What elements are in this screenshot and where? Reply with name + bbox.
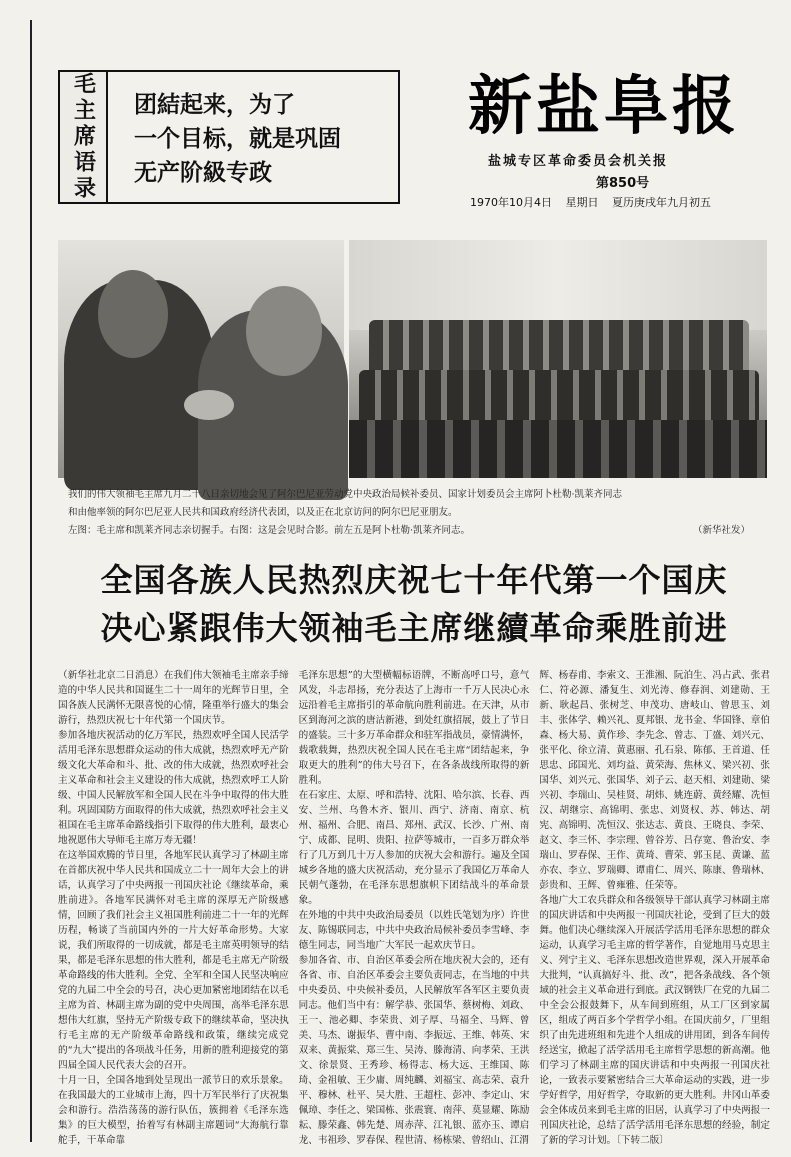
quotation-label bbox=[60, 72, 108, 202]
head-left bbox=[98, 270, 168, 358]
caption-line-3: 左图：毛主席和凯莱齐同志亲切握手。右图：这是会见时合影。前左五是阿卜杜勒·凯莱齐同志。 bbox=[68, 525, 471, 536]
curtain bbox=[349, 240, 767, 330]
photo-handshake bbox=[58, 240, 344, 478]
lunar-date: 夏历庚戌年九月初五 bbox=[612, 196, 711, 209]
weekday: 星期日 bbox=[565, 196, 599, 209]
article-body bbox=[58, 668, 771, 1146]
head-right bbox=[246, 286, 322, 376]
article-column-2: 毛泽东思想”的大型横幅标语牌，不断高呼口号，意气风发，斗志昂扬，充分表达了上海市一千万人民决心永远沿着毛主席指引的革命航向胜利前进。在天津，从市区到海河之滨的唐沽新港，到处红旗招展，鼓上了节日的盛装。三十多万革命群众和驻军指战员，豪情满怀，载歌载舞，热烈庆祝全国人民在毛主席“团结起来，争取更大的胜利”的伟大号召下，在各条战线所取得的新胜利。 在石家庄、太原、呼和浩特、沈阳、哈尔滨、长春、西安、兰州、乌鲁木齐、银川、西宁、济南、南京、杭州、福州、合肥、南昌、郑州、武汉、长沙、广州、南宁、成都、昆明、贵阳、拉萨等城市，一百多万群众举行了几万到几十万人参加的庆祝大会和游行。遍及全国城乡各地的盛大庆祝活动，充分显示了我国亿万革命人民朝气蓬勃，在毛泽东思想旗帜下团结战斗的革命景象。 在外地的中共中央政治局委员（以姓氏笔划为序）许世友、陈锡联同志，中共中央政治局候补委员李雪峰、李德生同志，同当地广大军民一起欢庆节日。 参加各省、市、自治区革委会所在地庆祝大会的，还有各省、市、自治区革委会主要负责同志，在当地的中共中央委员、中央候补委员，人民解放军各军区主要负责同志。他们当中有：解学恭、张国华、蔡树梅、刘政、王一、池必卿、李荣贵、刘子厚、马福全、马辉、曾美、马杰、谢振华、曹中南、李振远、王维、韩英、宋双来、黄振棠、郑三生、吴涛、滕海清、向孝荣、王洪文、徐景贤、王秀珍、杨得志、杨大远、王维国、陈琦、金祖敏、王少庸、周纯麟、刘福宝、高志荣、袁升平、穆林、杜平、吴大胜、王超柱、彭冲、李定山、宋佩璋、李任之、梁国栋、张震寰、南萍、莫显耀、陈励耘、滕荣鑫、韩先楚、周赤萍、江礼银、蓝亦玉、谭启龙、韦祖珍、罗春保、程世清、杨栋梁、曾绍山、江渭 bbox=[298, 670, 530, 1146]
newspaper-subtitle: 盐城专区革命委员会机关报 bbox=[488, 154, 669, 169]
quotation-text bbox=[134, 88, 394, 190]
quotation-line-2: 一个目标，就是巩固 bbox=[134, 125, 341, 152]
quotation-box bbox=[58, 70, 400, 204]
issue-number: 第850号 bbox=[596, 176, 650, 191]
photo-caption bbox=[68, 486, 768, 540]
photo-group bbox=[349, 240, 767, 478]
headline-line-1: 全国各族人民热烈庆祝七十年代第一个国庆 bbox=[100, 561, 728, 599]
quotation-line-1: 团結起来，为了 bbox=[134, 91, 295, 118]
hands bbox=[184, 390, 234, 420]
headline bbox=[58, 556, 770, 652]
headline-line-2: 决心紧跟伟大领袖毛主席继續革命乘胜前进 bbox=[100, 609, 728, 647]
dateline bbox=[470, 194, 770, 210]
newspaper-title: 新盐阜报 bbox=[468, 70, 740, 144]
date: 1970年10月4日 bbox=[470, 196, 552, 209]
quotation-line-3: 无产阶級专政 bbox=[134, 159, 272, 186]
photo-credit: （新华社发） bbox=[692, 525, 750, 536]
caption-line-1: 我们的伟大领袖毛主席九月二十八日亲切地会见了阿尔巴尼亚劳动党中央政治局候补委员、国家计划委员会主席阿卜杜勒·凯莱齐同志 bbox=[68, 489, 623, 500]
quotation-label-text: 毛主席语录 bbox=[70, 72, 96, 202]
caption-line-2: 和由他率领的阿尔巴尼亚人民共和国政府经济代表团，以及正在北京访问的阿尔巴尼亚朋友。 bbox=[68, 507, 458, 518]
caption-line-3-wrap bbox=[68, 522, 768, 540]
group-row-front bbox=[349, 420, 767, 478]
article-column-1: （新华社北京二日消息）在我们伟大领袖毛主席亲手缔造的中华人民共和国诞生二十一周年的光辉节日里，全国各族人民满怀无限喜悦的心情，隆重举行盛大的集会游行，热烈庆祝七十年代第一个国庆节。 参加各地庆祝活动的亿万军民，热烈欢呼全国人民活学活用毛泽东思想群众运动的伟大成就，热烈欢呼无产阶级文化大革命和斗、批、改的伟大成就，热烈欢呼社会主义革命和社会主义建设的伟大成就，热烈欢呼工人阶级、中国人民解放军和全国人民在斗争中取得的伟大胜利。巩固国防方面取得的伟大成就，热烈欢呼社会主义祖国在毛主席革命路线指引下取得的伟大胜利，最衷心地祝愿伟大导师毛主席万寿无疆！ 在这举国欢腾的节日里，各地军民认真学习了林副主席在首都庆祝中华人民共和国成立二十一周年大会上的讲话，认真学习了中央两报一刊国庆社论《继续革命，乘胜前进》。各地军民满怀对毛主席的深厚无产阶级感情，回顾了我们社会主义祖国胜利前进二十一年的光辉历程，畅谈了当前国内外的一片大好革命形势。大家说，我们所取得的一切成就，都是毛主席英明领导的结果，都是毛泽东思想的伟大胜利，都是毛主席无产阶级革命路线的伟大胜利。全党、全军和全国人民坚决响应党的九届二中全会的号召，决心更加紧密地团结在以毛主席为首、林副主席为副的党中央周围，高举毛泽东思想伟大红旗，坚持无产阶级专政下的继续革命，坚决执行毛主席的无产阶级革命路线和政策，继续完成党的“九大”提出的各项战斗任务，用新的胜利迎接党的第四届全国人民代表大会的召开。 十月一日，全国各地到处呈现出一派节日的欢乐景象。在我国最大的工业城市上海，四十万军民举行了庆祝集会和游行。浩浩荡荡的游行队伍，簇拥着《毛泽东选集》的巨大模型，抬着写有林副主席题词“大海航行靠舵手，干革命靠 bbox=[58, 670, 289, 1146]
article-column-3: 辉、杨春甫、李索文、王淮湘、阮泊生、冯占武、张君仁、符必源、潘复生、刘光涛、修春润、刘建勋、王新、耿起昌、张树芝、申茂功、唐岐山、曾思玉、刘丰、张体学、赖兴礼、夏邦银、龙书金、华国锋、章伯森、杨大易、黄作珍、李先念、曾志、丁盛、刘兴元、张平化、徐立清、黄惠丽、孔石泉、陈郁、王首道、任思忠、邱国光、刘均益、黄荣海、焦林义、梁兴初、张国华、刘兴元、张国华、刘子云、赵天相、刘建勋、梁兴初、李瑞山、吴桂贤、胡炜、姚连蔚、黄经耀、冼恒汉、胡继宗、高锦明、张忠、刘贤权、苏、韩达、胡宪、高锦明、冼恒汉、张达志、黄良、王晓良、李荣、赵文、李三怀、李宗理、曾谷芳、吕存宽、鲁治安、李瑞山、罗春保、王作、黄琦、曹荣、郭玉昆、黄谦、蓝亦农、李立、罗瑞卿、谭甫仁、周兴、陈康、鲁瑞林、彭贵和、王辉、曾雍雅、任荣等。 各地广大工农兵群众和各级领导干部认真学习林副主席的国庆讲话和中央两报一刊国庆社论，受到了巨大的鼓舞。他们决心继续深入开展活学活用毛泽东思想的群众运动，认真学习毛主席的哲学著作，自觉地用马克思主义、列宁主义、毛泽东思想改造世界观，深入开展革命大批判，“认真搞好斗、批、改”，把各条战线、各个领域的社会主义革命进行到底。武汉钢铁厂在党的九届二中全会公报鼓舞下，从车间到班组，从工厂区到家属区，组成了两百多个学哲学小组。在国庆前夕，厂里组织了由先进班组和先进个人组成的讲用团，到各车间传经送宝，掀起了活学活用毛主席哲学思想的新高潮。他们学习了林副主席的国庆讲话和中央两报一刊国庆社论，一致表示要紧密结合三大革命运动的实践，进一步学好哲学，用好哲学，夺取新的更大胜利。井冈山革委会全体成员来到毛主席的旧居，认真学习了中央两报一刊国庆社论，总结了活学活用毛泽东思想的经验，制定了新的学习计划。〔下转二版〕 bbox=[539, 670, 771, 1146]
